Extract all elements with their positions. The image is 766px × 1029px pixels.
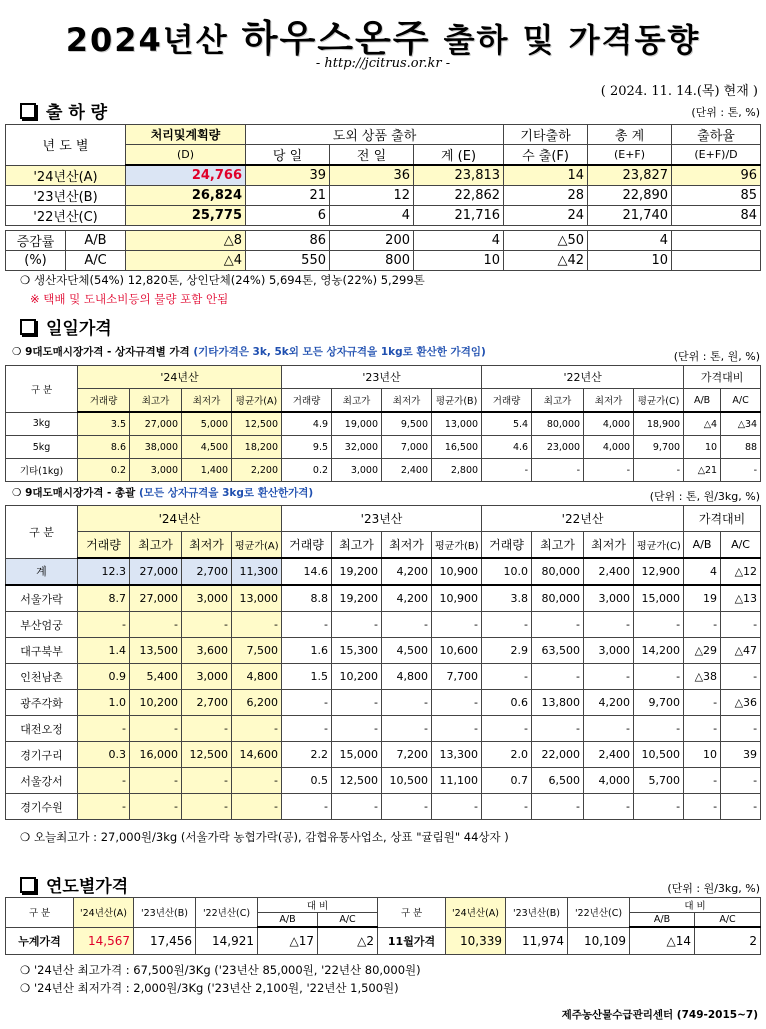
table-cell: 4,000 bbox=[584, 768, 634, 794]
table-cell: 2,400 bbox=[584, 742, 634, 768]
header-year: 년 도 별 bbox=[6, 125, 126, 166]
table-cell: - bbox=[721, 794, 761, 820]
table-cell: 5,000 bbox=[182, 412, 232, 436]
table-cell: - bbox=[482, 459, 532, 482]
table-cell: 14,600 bbox=[232, 742, 282, 768]
table-cell: 19,200 bbox=[332, 558, 382, 585]
table-cell: 12,500 bbox=[182, 742, 232, 768]
daily-max-note: ❍ 오늘최고가 : 27,000원/3kg (서울가락 농협가락(공), 감협유통사업소, 상표 "귤림원" 44상자 ) bbox=[20, 830, 509, 844]
table-cell: △47 bbox=[721, 638, 761, 664]
table-cell: △38 bbox=[684, 664, 721, 690]
table-cell: - bbox=[232, 794, 282, 820]
table-cell: 4,000 bbox=[584, 436, 634, 459]
table-cell: 19 bbox=[684, 585, 721, 612]
table-cell: - bbox=[684, 716, 721, 742]
header-rate-sub: (E+F)/D bbox=[672, 145, 761, 166]
table-cell: - bbox=[332, 794, 382, 820]
footer-source: 제주농산물수급관리센터 (749-2015~7) bbox=[561, 1009, 758, 1021]
shipment-note-red: ※ 택배 및 도내소비등의 물량 포함 안됨 bbox=[30, 292, 229, 306]
table-cell: 6,500 bbox=[532, 768, 584, 794]
table-cell: - bbox=[432, 716, 482, 742]
table-row: 증감률 A/B △8 86 200 4 △50 4 bbox=[6, 231, 761, 251]
row-label: 3kg bbox=[6, 412, 78, 436]
table-cell: - bbox=[182, 794, 232, 820]
table-row: '24년산(A) 24,766 39 36 23,813 14 23,827 96 bbox=[6, 165, 761, 186]
table-cell: - bbox=[532, 664, 584, 690]
table-cell: 63,500 bbox=[532, 638, 584, 664]
table-cell: 27,000 bbox=[130, 558, 182, 585]
table-cell: 4,800 bbox=[232, 664, 282, 690]
table-cell: 0.2 bbox=[78, 459, 130, 482]
report-date: ( 2024. 11. 14.(목) 현재 ) bbox=[600, 84, 758, 99]
table-cell: - bbox=[584, 716, 634, 742]
table-cell: 12,900 bbox=[634, 558, 684, 585]
table-cell: 5,700 bbox=[634, 768, 684, 794]
table-cell: 0.6 bbox=[482, 690, 532, 716]
table-cell: 80,000 bbox=[532, 558, 584, 585]
table-cell: 7,000 bbox=[382, 436, 432, 459]
table-cell: 10,200 bbox=[130, 690, 182, 716]
table-cell: 6,200 bbox=[232, 690, 282, 716]
table-cell: 7,500 bbox=[232, 638, 282, 664]
table-cell: - bbox=[232, 768, 282, 794]
table-cell: 0.2 bbox=[282, 459, 332, 482]
table-cell: 7,200 bbox=[382, 742, 432, 768]
table-cell: - bbox=[78, 716, 130, 742]
row-label: 인천남촌 bbox=[6, 664, 78, 690]
header-processed-sub: (D) bbox=[126, 145, 246, 166]
table-cell: 4.6 bbox=[482, 436, 532, 459]
table-cell: 1.6 bbox=[282, 638, 332, 664]
table-cell: 3.8 bbox=[482, 585, 532, 612]
header-rate: 출하율 bbox=[672, 125, 761, 145]
row-label: 부산엄궁 bbox=[6, 612, 78, 638]
table-cell: - bbox=[482, 664, 532, 690]
table-cell: 13,500 bbox=[130, 638, 182, 664]
table-cell: - bbox=[584, 612, 634, 638]
header-sum: 총 계 bbox=[588, 125, 672, 145]
table-row bbox=[6, 459, 761, 482]
market-price-table: 구 분 '24년산 '23년산 '22년산 가격대비 거래량 최고가 최저가 평균가(A) 거래량 최고가 최저가 평균가(B) 거래량 최고가 최저가 평균가(C) A/B A/C 계 12.3 27,000 2,700 11,300 14.6 19,200 4,200 10,900 10.0 80,000 2,400 12,900 4 △12 서울가락 8.7 27,000 3,000 13,000 8.8 19,200 4,200 10,900 3.8 80,000 3,000 15,000 19 △13 부산엄궁 - - - - - - - - - - - - - - 대구북부 1.4 13,500 3,600 7,500 1.6 15,300 4,500 10,600 2.9 63,500 3,000 14,200 △29 △47 인천남촌 0.9 5,400 3,000 4,800 1.5 10,200 4,800 7,700 - - - - △38 - 광주각화 1.0 10,200 2,700 6,200 - - - - 0.6 13,800 4,200 9,700 - △36 대전오정 - - - - - - - - - - - - - - 경기구리 0.3 16,000 12,500 14,600 2.2 15,000 7,200 13,300 2.0 22,000 2,400 10,500 10 39 서울강서 - - - - 0.5 12,500 10,500 11,100 0.7 6,500 4,000 5,700 - - 경기수원 - - - - - - - - - - - - - - bbox=[5, 505, 761, 820]
page-title: 2024년산 하우스온주 출하 및 가격동향 bbox=[65, 17, 701, 60]
table-row: '23년산(B) 26,824 21 12 22,862 28 22,890 85 bbox=[6, 186, 761, 206]
table-cell: 1,400 bbox=[182, 459, 232, 482]
table-cell: - bbox=[684, 794, 721, 820]
row-label: 대구북부 bbox=[6, 638, 78, 664]
table-cell: 80,000 bbox=[532, 585, 584, 612]
table-cell: △21 bbox=[684, 459, 721, 482]
table-cell: 8.7 bbox=[78, 585, 130, 612]
table-cell: 3,000 bbox=[332, 459, 382, 482]
table-cell: 88 bbox=[721, 436, 761, 459]
table-cell: 9,700 bbox=[634, 436, 684, 459]
table-cell: 1.5 bbox=[282, 664, 332, 690]
checkbox-square-icon bbox=[20, 877, 36, 893]
table-cell: 19,200 bbox=[332, 585, 382, 612]
table-cell: - bbox=[282, 716, 332, 742]
table-cell: 4,500 bbox=[182, 436, 232, 459]
table-row bbox=[6, 716, 761, 742]
table-cell: - bbox=[482, 716, 532, 742]
table-cell: - bbox=[282, 612, 332, 638]
shipment-unit: (단위 : 톤, %) bbox=[691, 106, 760, 119]
table-cell: - bbox=[432, 794, 482, 820]
table-cell: - bbox=[382, 612, 432, 638]
table-cell: 4,200 bbox=[382, 585, 432, 612]
table-cell: - bbox=[182, 768, 232, 794]
header-processed: 처리및계획량 bbox=[126, 125, 246, 145]
table-cell: △36 bbox=[721, 690, 761, 716]
row-label: 계 bbox=[6, 558, 78, 585]
table-cell: 3,000 bbox=[130, 459, 182, 482]
table-cell: 9,700 bbox=[634, 690, 684, 716]
shipment-table bbox=[5, 124, 761, 226]
yearly-max-note: ❍ '24년산 최고가격 : 67,500원/3Kg ('23년산 85,000원, '22년산 80,000원) bbox=[20, 963, 421, 977]
table-cell: 15,300 bbox=[332, 638, 382, 664]
header-outside: 도외 상품 출하 bbox=[246, 125, 504, 145]
yearly-heading: 연도별가격 bbox=[20, 872, 128, 897]
table-cell: - bbox=[382, 794, 432, 820]
table-row bbox=[6, 638, 761, 664]
table-cell: 10,500 bbox=[382, 768, 432, 794]
table-row bbox=[6, 412, 761, 436]
table-cell: △13 bbox=[721, 585, 761, 612]
table-cell: - bbox=[432, 690, 482, 716]
table-cell: 14.6 bbox=[282, 558, 332, 585]
header-total-e: 계 (E) bbox=[414, 145, 504, 166]
table-row bbox=[6, 768, 761, 794]
table-cell: 4,200 bbox=[584, 690, 634, 716]
table-row bbox=[6, 436, 761, 459]
table-row: 누계가격 14,567 17,456 14,921 △17 △2 11월가격 10,339 11,974 10,109 △14 2 bbox=[6, 927, 761, 955]
shipment-note: ❍ 생산자단체(54%) 12,820톤, 상인단체(24%) 5,694톤, 영농(22%) 5,299톤 bbox=[20, 273, 425, 287]
row-label: 서울가락 bbox=[6, 585, 78, 612]
daily-subheading-1: ❍ 9대도매시장가격 - 상자규격별 가격 (기타가격은 3k, 5k외 모든 상자규격을 1kg로 환산한 가격임) bbox=[12, 346, 486, 358]
table-cell: - bbox=[532, 716, 584, 742]
header-other: 기타출하 bbox=[504, 125, 588, 145]
table-cell: 3,000 bbox=[584, 585, 634, 612]
table-cell: - bbox=[482, 612, 532, 638]
table-row bbox=[6, 664, 761, 690]
table-cell: 3,000 bbox=[182, 664, 232, 690]
table-cell: - bbox=[432, 612, 482, 638]
daily-unit-1: (단위 : 톤, 원, %) bbox=[673, 350, 760, 363]
table-cell: 39 bbox=[721, 742, 761, 768]
table-cell: 4,800 bbox=[382, 664, 432, 690]
table-cell: - bbox=[282, 690, 332, 716]
table-cell: 2.2 bbox=[282, 742, 332, 768]
table-cell: - bbox=[332, 612, 382, 638]
table-cell: 5,400 bbox=[130, 664, 182, 690]
size-price-table: 구 분 '24년산 '23년산 '22년산 가격대비 거래량 최고가 최저가 평균가(A) 거래량 최고가 최저가 평균가(B) 거래량 최고가 최저가 평균가(C) A/B A/C 3kg 3.5 27,000 5,000 12,500 4.9 19,000 9,500 13,000 5.4 80,000 4,000 18,900 △4 △34 5kg 8.6 38,000 4,500 18,200 9.5 32,000 7,000 16,500 4.6 23,000 4,000 9,700 10 88 기타(1kg) 0.2 3,000 1,400 2,200 0.2 3,000 2,400 2,800 - - - - △21 - bbox=[5, 365, 761, 482]
table-cell: 2,700 bbox=[182, 690, 232, 716]
table-cell: - bbox=[130, 716, 182, 742]
table-cell: 4,500 bbox=[382, 638, 432, 664]
header-yesterday: 전 일 bbox=[330, 145, 414, 166]
table-cell: 4,000 bbox=[584, 412, 634, 436]
table-cell: 0.7 bbox=[482, 768, 532, 794]
table-cell: 16,000 bbox=[130, 742, 182, 768]
table-cell: 27,000 bbox=[130, 585, 182, 612]
row-label: 대전오정 bbox=[6, 716, 78, 742]
table-cell: 1.4 bbox=[78, 638, 130, 664]
table-cell: 10,500 bbox=[634, 742, 684, 768]
table-cell: 3,000 bbox=[584, 638, 634, 664]
table-cell: - bbox=[721, 716, 761, 742]
table-cell: 11,300 bbox=[232, 558, 282, 585]
table-cell: 15,000 bbox=[332, 742, 382, 768]
table-cell: 3,600 bbox=[182, 638, 232, 664]
table-cell: - bbox=[332, 690, 382, 716]
table-cell: 4.9 bbox=[282, 412, 332, 436]
table-cell: 13,000 bbox=[432, 412, 482, 436]
table-cell: 10,900 bbox=[432, 585, 482, 612]
table-cell: - bbox=[232, 612, 282, 638]
table-cell: 2,400 bbox=[382, 459, 432, 482]
table-cell: - bbox=[332, 716, 382, 742]
table-cell: - bbox=[182, 716, 232, 742]
table-cell: 2.0 bbox=[482, 742, 532, 768]
table-cell: 4,200 bbox=[382, 558, 432, 585]
source-url: - http://jcitrus.or.kr - bbox=[315, 56, 451, 71]
table-cell: 5.4 bbox=[482, 412, 532, 436]
daily-heading: 일일가격 bbox=[20, 314, 112, 339]
table-cell: 8.8 bbox=[282, 585, 332, 612]
header-sum-sub: (E+F) bbox=[588, 145, 672, 166]
table-cell: - bbox=[78, 794, 130, 820]
table-cell: △4 bbox=[684, 412, 721, 436]
table-cell: 2,200 bbox=[232, 459, 282, 482]
table-cell: 2,400 bbox=[584, 558, 634, 585]
shipment-heading: 출 하 량 bbox=[20, 98, 107, 123]
table-cell: - bbox=[78, 612, 130, 638]
table-cell: 23,000 bbox=[532, 436, 584, 459]
table-cell: - bbox=[584, 459, 634, 482]
table-cell: 10,900 bbox=[432, 558, 482, 585]
table-cell: 11,100 bbox=[432, 768, 482, 794]
table-cell: - bbox=[130, 612, 182, 638]
row-label: 기타(1kg) bbox=[6, 459, 78, 482]
table-cell: - bbox=[684, 768, 721, 794]
table-cell: - bbox=[634, 664, 684, 690]
table-cell: 3.5 bbox=[78, 412, 130, 436]
row-label: 5kg bbox=[6, 436, 78, 459]
table-cell: 9.5 bbox=[282, 436, 332, 459]
table-cell: 0.5 bbox=[282, 768, 332, 794]
table-cell: 12,500 bbox=[332, 768, 382, 794]
table-cell: - bbox=[721, 612, 761, 638]
table-cell: - bbox=[684, 612, 721, 638]
table-cell: 0.9 bbox=[78, 664, 130, 690]
table-cell: 32,000 bbox=[332, 436, 382, 459]
table-cell: - bbox=[634, 716, 684, 742]
table-cell: - bbox=[634, 612, 684, 638]
table-cell: △29 bbox=[684, 638, 721, 664]
table-cell: - bbox=[182, 612, 232, 638]
table-cell: 1.0 bbox=[78, 690, 130, 716]
table-cell: - bbox=[532, 612, 584, 638]
table-cell: 10,600 bbox=[432, 638, 482, 664]
header-today: 당 일 bbox=[246, 145, 330, 166]
table-cell: △12 bbox=[721, 558, 761, 585]
table-cell: - bbox=[130, 794, 182, 820]
table-cell: 12.3 bbox=[78, 558, 130, 585]
market-price-rows bbox=[6, 558, 761, 820]
row-label: 경기구리 bbox=[6, 742, 78, 768]
table-cell: 12,500 bbox=[232, 412, 282, 436]
table-cell: - bbox=[532, 794, 584, 820]
table-cell: - bbox=[634, 459, 684, 482]
table-cell: - bbox=[721, 664, 761, 690]
shipment-change-table bbox=[5, 230, 761, 271]
table-cell: - bbox=[78, 768, 130, 794]
table-row: '22년산(C) 25,775 6 4 21,716 24 21,740 84 bbox=[6, 206, 761, 226]
checkbox-square-icon bbox=[20, 103, 36, 119]
checkbox-square-icon bbox=[20, 319, 36, 335]
daily-unit-2: (단위 : 톤, 원/3kg, %) bbox=[649, 490, 760, 503]
table-cell: 10,200 bbox=[332, 664, 382, 690]
table-cell: 13,000 bbox=[232, 585, 282, 612]
table-cell: 7,700 bbox=[432, 664, 482, 690]
table-cell: 15,000 bbox=[634, 585, 684, 612]
row-label: 경기수원 bbox=[6, 794, 78, 820]
table-cell: 9,500 bbox=[382, 412, 432, 436]
table-cell: - bbox=[232, 716, 282, 742]
table-cell: - bbox=[721, 768, 761, 794]
table-cell: - bbox=[584, 664, 634, 690]
table-cell: - bbox=[684, 690, 721, 716]
table-cell: 13,300 bbox=[432, 742, 482, 768]
yearly-unit: (단위 : 원/3kg, %) bbox=[667, 882, 760, 895]
table-row: (%) A/C △4 550 800 10 △42 10 bbox=[6, 251, 761, 271]
table-row bbox=[6, 612, 761, 638]
table-row bbox=[6, 585, 761, 612]
table-cell: 0.3 bbox=[78, 742, 130, 768]
table-cell: 18,200 bbox=[232, 436, 282, 459]
yearly-min-note: ❍ '24년산 최저가격 : 2,000원/3Kg ('23년산 2,100원, '22년산 1,500원) bbox=[20, 981, 399, 995]
row-label: 광주각화 bbox=[6, 690, 78, 716]
table-cell: △34 bbox=[721, 412, 761, 436]
table-cell: 10 bbox=[684, 436, 721, 459]
header-other-sub: 수 출(F) bbox=[504, 145, 588, 166]
table-row bbox=[6, 742, 761, 768]
table-cell: - bbox=[382, 690, 432, 716]
size-price-rows bbox=[6, 412, 761, 482]
table-cell: 8.6 bbox=[78, 436, 130, 459]
table-row bbox=[6, 690, 761, 716]
table-cell: - bbox=[584, 794, 634, 820]
yearly-price-table: 구 분 '24년산(A) '23년산(B) '22년산(C) 대 비 구 분 '24년산(A) '23년산(B) '22년산(C) 대 비 A/B A/C A/B A/C 누계가격 14,567 17,456 14,921 △17 △2 11월가격 10,339 11,974 10,109 △14 2 bbox=[5, 897, 761, 955]
table-cell: 2,700 bbox=[182, 558, 232, 585]
table-cell: 38,000 bbox=[130, 436, 182, 459]
table-cell: 2.9 bbox=[482, 638, 532, 664]
table-cell: 22,000 bbox=[532, 742, 584, 768]
table-cell: 4 bbox=[684, 558, 721, 585]
table-cell: 2,800 bbox=[432, 459, 482, 482]
table-cell: 13,800 bbox=[532, 690, 584, 716]
table-cell: 14,200 bbox=[634, 638, 684, 664]
row-label: 서울강서 bbox=[6, 768, 78, 794]
table-cell: - bbox=[634, 794, 684, 820]
table-cell: 19,000 bbox=[332, 412, 382, 436]
table-cell: 10 bbox=[684, 742, 721, 768]
table-cell: - bbox=[532, 459, 584, 482]
table-row bbox=[6, 794, 761, 820]
daily-subheading-2: ❍ 9대도매시장가격 - 총괄 (모든 상자규격을 3kg로 환산한가격) bbox=[12, 487, 314, 499]
table-cell: - bbox=[721, 459, 761, 482]
table-cell: - bbox=[482, 794, 532, 820]
table-cell: - bbox=[130, 768, 182, 794]
table-cell: 16,500 bbox=[432, 436, 482, 459]
table-cell: - bbox=[382, 716, 432, 742]
table-cell: 27,000 bbox=[130, 412, 182, 436]
table-cell: 80,000 bbox=[532, 412, 584, 436]
table-cell: 10.0 bbox=[482, 558, 532, 585]
table-cell: 3,000 bbox=[182, 585, 232, 612]
table-row bbox=[6, 558, 761, 585]
table-cell: 18,900 bbox=[634, 412, 684, 436]
table-cell: - bbox=[282, 794, 332, 820]
